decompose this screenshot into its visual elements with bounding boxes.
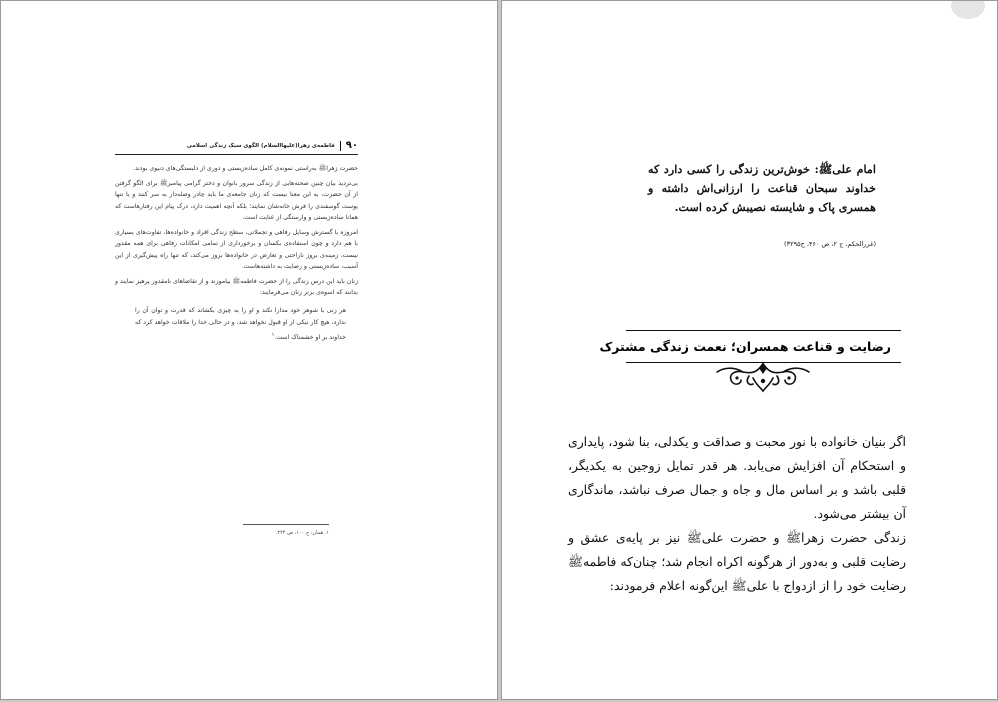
left-page <box>0 0 498 700</box>
section-heading <box>599 330 901 363</box>
hadith-quote: امام علیﷺ: خوش‌ترین زندگی را کسی دارد که خداوند سبحان قناعت را ارزانی‌اش داشته و همسری پاک و شایسته نصیبش کرده است. <box>648 162 876 214</box>
corner-shadow <box>951 0 985 19</box>
left-paragraph-3: امروزه با گسترش وسایل رفاهی و تجملاتی، سطح زندگی افراد و خانواده‌ها، تفاوت‌های بسیاری با هم دارد و چون استفاده‌ی یکسان و برخورداری از تمامی امکانات رفاهی برای همه مقدور نیست، زمینه‌ی بروز ناراحتی و تعارض در خانواده‌ها بروز می‌کند، که تنها راه پیش‌گیری از این آسیب، ساده‌زیستی و رضایت به داشته‌هاست. <box>115 228 358 270</box>
section-title: رضایت و قناعت همسران؛ نعمت زندگی مشترک <box>599 339 891 354</box>
left-paragraph-2: بی‌تردید بیان چنین صحنه‌هایی از زندگی سرور بانوان و دختر گرامی پیامبرﷺ برای الگو گرفتن از آن حضرت، به این معنا نیست که زنان جامعه‌ی ما باید چادر وصله‌دار به سر کنند و یا تنها پوست گوسفندی را فرش خانه‌شان نمایند؛ بلکه آنچه اهمیت دارد، درک پیام این رفتارهاست که همانا ساده‌زیستی و وارستگی از عنایت است. <box>115 179 358 221</box>
footnote: ۱. همان، ج ۱۰۰، ص ۲۴۴. <box>275 530 329 536</box>
footnote-mark: ۱ <box>271 331 275 338</box>
page-number: ۹۰ <box>345 140 358 151</box>
right-paragraph-2: زندگی حضرت زهراﷺ و حضرت علیﷺ نیز بر پایه‌ی عشق و رضایت قلبی و به‌دور از هرگونه اکراه انجام شد؛ چنان‌که فاطمهﷺ رضایت خود را از ازدواج با علیﷺ این‌گونه اعلام فرمودند: <box>568 530 906 593</box>
arabesque-ornament-icon <box>713 360 813 394</box>
quote-text: هر زنی با شوهر خود مدارا نکند و او را به چیزی بکشاند که قدرت و توان آن را ندارد، هیچ کار نیکی از او قبول نخواهد شد، و در حالی خدا را ملاقات خواهد کرد که خداوند بر او خشمناک است. <box>135 306 346 341</box>
header-separator <box>340 141 341 151</box>
left-page-text <box>115 140 358 344</box>
quoted-hadith <box>135 305 346 344</box>
left-paragraph-4: زنان باید این درس زندگی را از حضرت فاطمهﷺ بیاموزند و از تقاضاهای نامقدور پرهیز نمایند و بدانند که اسوه‌ی برتر زنان می‌فرمایند: <box>115 277 358 296</box>
right-paragraph-1: اگر بنیان خانواده با نور محبت و صداقت و یکدلی، بنا شود، پایداری و استحکام آن افزایش می‌یابد. هر قدر تمایل زوجین به یکدیگر، قلبی باشد و بر اساس مال و جاه و جمال صرف نباشد، ماندگاری آن بیشتر می‌شود. <box>568 434 906 521</box>
running-title: فاطمه‌ی زهرا(علیهاالسلام) الگوی سبک زندگی اسلامی <box>186 142 335 149</box>
footnote-divider <box>243 524 329 525</box>
left-paragraph-1: حضرت زهراﷺ به‌راستی نمونه‌ی کامل ساده‌زیستی و دوری از دلبستگی‌های دنیوی بودند. <box>132 165 358 172</box>
running-header <box>115 140 358 155</box>
hadith-source: (غررالحکم، ج ۲، ص ۴۶۰، ح۳۲۹۵) <box>784 240 876 248</box>
